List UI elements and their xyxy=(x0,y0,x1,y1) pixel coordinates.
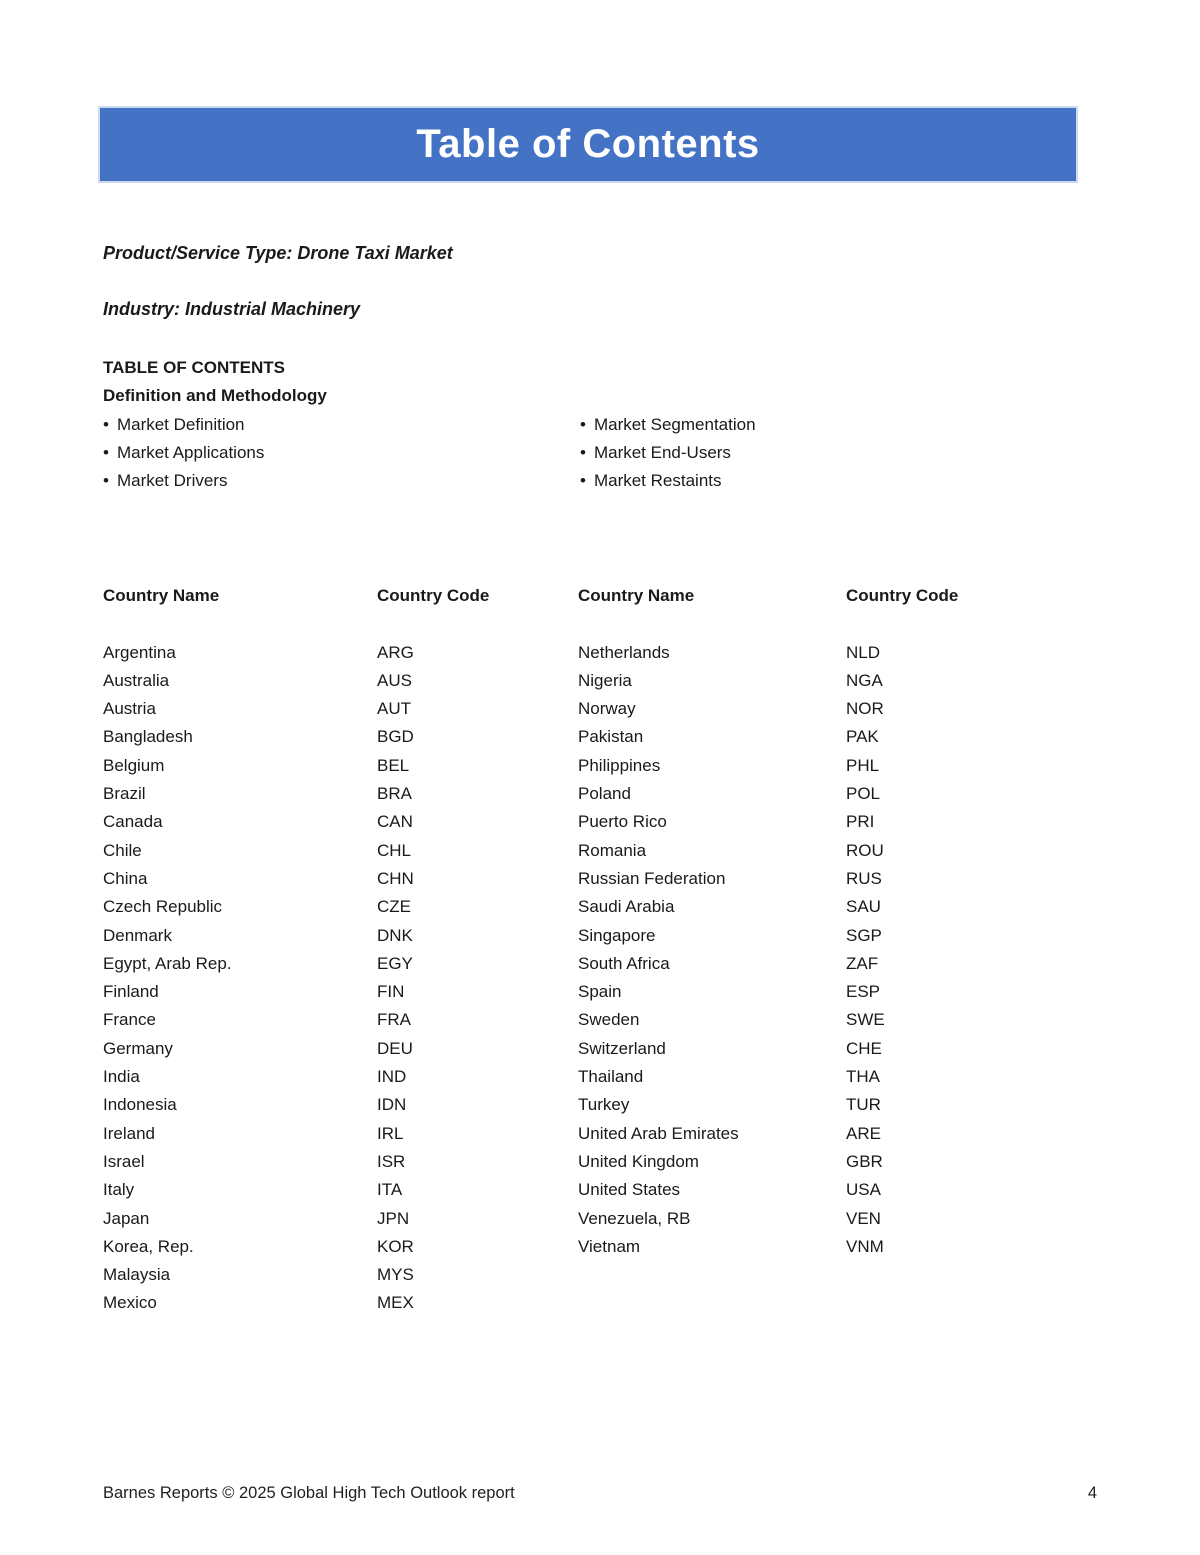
country-code: DNK xyxy=(377,925,413,945)
country-code: SAU xyxy=(846,897,881,917)
country-row xyxy=(578,1006,1097,1034)
toc-bullet-item xyxy=(103,443,264,462)
column-header: Country Code xyxy=(377,586,490,605)
country-row xyxy=(578,1120,1097,1148)
country-row xyxy=(103,752,578,780)
country-name: Germany xyxy=(103,1038,173,1058)
toc-bold-line xyxy=(103,524,1097,552)
country-row xyxy=(578,1205,1097,1233)
column-header: Country Code xyxy=(846,586,959,605)
country-name: Argentina xyxy=(103,642,176,662)
country-code: CHE xyxy=(846,1038,882,1058)
country-row xyxy=(103,1261,578,1289)
page-number: 4 xyxy=(1087,1484,1097,1502)
toc-section xyxy=(103,354,1097,552)
country-code: ITA xyxy=(377,1180,403,1200)
country-table xyxy=(103,582,1097,1313)
industry-line: Industry: Industrial Machinery xyxy=(103,299,361,319)
country-code: ZAF xyxy=(846,953,879,973)
bullet-icon: • xyxy=(580,442,586,462)
country-name: Philippines xyxy=(578,755,661,775)
page-title: Table of Contents xyxy=(416,122,760,166)
country-code: VNM xyxy=(846,1236,884,1256)
country-row xyxy=(103,1035,578,1063)
product-service-line: Product/Service Type: Drone Taxi Market xyxy=(103,243,453,263)
country-code: PRI xyxy=(846,812,875,832)
country-name: Japan xyxy=(103,1208,150,1228)
country-code: AUS xyxy=(377,670,412,690)
country-name: Poland xyxy=(578,784,631,804)
country-row xyxy=(103,893,578,921)
country-name: Norway xyxy=(578,699,636,719)
toc-heading: TABLE OF CONTENTS xyxy=(103,358,285,377)
country-row xyxy=(578,1233,1097,1261)
country-row xyxy=(578,865,1097,893)
column-header: Country Name xyxy=(578,586,695,605)
country-name: France xyxy=(103,1010,156,1030)
toc-item-label: Market Definition xyxy=(116,414,245,434)
country-name: South Africa xyxy=(578,953,670,973)
country-code: NOR xyxy=(846,699,884,719)
country-name: Austria xyxy=(103,699,156,719)
country-code: MYS xyxy=(377,1265,414,1285)
country-row xyxy=(578,1148,1097,1176)
country-name: United Kingdom xyxy=(578,1151,699,1171)
country-row xyxy=(103,978,578,1006)
country-row xyxy=(103,1148,578,1176)
toc-bold-line xyxy=(103,495,1097,523)
toc-bullet-row xyxy=(103,439,1097,467)
country-name: Canada xyxy=(103,812,163,832)
toc-bullet-row xyxy=(103,411,1097,439)
country-row xyxy=(578,922,1097,950)
country-row xyxy=(103,780,578,808)
country-code: BGD xyxy=(377,727,414,747)
country-name: Saudi Arabia xyxy=(578,897,675,917)
country-code: CZE xyxy=(377,897,411,917)
bullet-icon: • xyxy=(580,471,586,491)
country-row xyxy=(578,667,1097,695)
country-code: THA xyxy=(846,1067,880,1087)
country-code: SWE xyxy=(846,1010,885,1030)
country-row xyxy=(578,1091,1097,1119)
country-name: Czech Republic xyxy=(103,897,223,917)
country-code: ESP xyxy=(846,982,881,1002)
country-name: Netherlands xyxy=(578,642,670,662)
country-code: MEX xyxy=(377,1293,414,1313)
country-name: Vietnam xyxy=(578,1236,641,1256)
country-name: Russian Federation xyxy=(578,868,726,888)
country-name: Turkey xyxy=(578,1095,630,1115)
country-code: CHN xyxy=(377,868,414,888)
country-name: Korea, Rep. xyxy=(103,1236,194,1256)
country-row xyxy=(578,639,1097,667)
toc-item-label: Market Applications xyxy=(116,442,265,462)
country-code: IDN xyxy=(377,1095,407,1115)
country-code: DEU xyxy=(377,1038,413,1058)
country-name: Mexico xyxy=(103,1293,157,1313)
country-code: AUT xyxy=(377,699,411,719)
country-name: Denmark xyxy=(103,925,172,945)
country-name: Nigeria xyxy=(578,670,632,690)
country-name: Chile xyxy=(103,840,142,860)
country-code: ISR xyxy=(377,1151,406,1171)
bullet-icon: • xyxy=(103,471,109,491)
country-column-right xyxy=(578,639,1097,1262)
country-name: Italy xyxy=(103,1180,135,1200)
country-name: India xyxy=(103,1067,140,1087)
country-name: Bangladesh xyxy=(103,727,193,747)
country-row xyxy=(103,837,578,865)
country-code: ROU xyxy=(846,840,884,860)
country-name: China xyxy=(103,868,148,888)
bullet-icon: • xyxy=(580,414,586,434)
country-code: RUS xyxy=(846,868,882,888)
country-row xyxy=(578,950,1097,978)
country-code: GBR xyxy=(846,1151,883,1171)
country-name: Ireland xyxy=(103,1123,155,1143)
country-name: Romania xyxy=(578,840,647,860)
banner xyxy=(98,106,1078,183)
country-code: IND xyxy=(377,1067,407,1087)
country-row xyxy=(578,752,1097,780)
country-row xyxy=(103,808,578,836)
country-code: FRA xyxy=(377,1010,411,1030)
country-row xyxy=(103,1289,578,1317)
toc-item-label: Market End-Users xyxy=(593,442,731,462)
toc-bullet-item xyxy=(580,439,731,467)
country-code: CHL xyxy=(377,840,412,860)
country-row xyxy=(578,723,1097,751)
toc-bullet-row xyxy=(103,467,1097,495)
country-name: Brazil xyxy=(103,784,146,804)
country-name: Spain xyxy=(578,982,622,1002)
country-code: FIN xyxy=(377,982,405,1002)
country-row xyxy=(103,950,578,978)
toc-subheading: Definition and Methodology xyxy=(103,386,327,406)
country-code: BEL xyxy=(377,755,410,775)
toc-item-label: Market Segmentation xyxy=(593,414,756,434)
country-row xyxy=(103,1120,578,1148)
country-row xyxy=(103,1205,578,1233)
country-code: EGY xyxy=(377,953,413,973)
column-header: Country Name xyxy=(103,586,220,605)
country-row xyxy=(578,1063,1097,1091)
country-code: CAN xyxy=(377,812,413,832)
toc-bullet-item xyxy=(580,411,756,439)
country-code: KOR xyxy=(377,1236,414,1256)
country-row xyxy=(103,1091,578,1119)
country-row xyxy=(578,780,1097,808)
country-code: VEN xyxy=(846,1208,881,1228)
country-name: Venezuela, RB xyxy=(578,1208,691,1228)
country-name: Egypt, Arab Rep. xyxy=(103,953,232,973)
toc-bullet-item xyxy=(103,471,227,490)
country-row xyxy=(103,667,578,695)
bullet-icon: • xyxy=(103,414,109,434)
country-name: United Arab Emirates xyxy=(578,1123,739,1143)
toc-item-label: Market Drivers xyxy=(116,471,228,491)
country-row xyxy=(103,1233,578,1261)
country-code: JPN xyxy=(377,1208,410,1228)
bullet-icon: • xyxy=(103,442,109,462)
country-row xyxy=(103,1176,578,1204)
country-column-left xyxy=(103,639,578,1318)
country-name: Pakistan xyxy=(578,727,644,747)
country-name: Australia xyxy=(103,670,170,690)
country-code: NGA xyxy=(846,670,883,690)
country-row xyxy=(103,865,578,893)
country-name: Finland xyxy=(103,982,159,1002)
country-row xyxy=(578,1176,1097,1204)
toc-bullet-item xyxy=(580,467,722,495)
country-row xyxy=(578,893,1097,921)
country-name: Switzerland xyxy=(578,1038,666,1058)
country-row xyxy=(103,922,578,950)
country-row xyxy=(103,639,578,667)
country-name: Malaysia xyxy=(103,1265,171,1285)
country-row xyxy=(578,1035,1097,1063)
country-name: Israel xyxy=(103,1151,145,1171)
country-row xyxy=(578,978,1097,1006)
country-row xyxy=(103,1063,578,1091)
footer-text: Barnes Reports © 2025 Global High Tech Outlook report xyxy=(103,1484,515,1502)
country-code: ARE xyxy=(846,1123,881,1143)
country-name: Belgium xyxy=(103,755,165,775)
country-name: Thailand xyxy=(578,1067,644,1087)
country-name: Indonesia xyxy=(103,1095,177,1115)
country-code: POL xyxy=(846,784,881,804)
country-row xyxy=(578,837,1097,865)
country-code: NLD xyxy=(846,642,881,662)
country-code: IRL xyxy=(377,1123,404,1143)
country-name: Puerto Rico xyxy=(578,812,667,832)
country-code: PAK xyxy=(846,727,879,747)
country-row xyxy=(103,695,578,723)
country-name: Sweden xyxy=(578,1010,640,1030)
country-row xyxy=(578,695,1097,723)
country-row xyxy=(103,723,578,751)
country-row xyxy=(103,1006,578,1034)
toc-item-label: Market Restaints xyxy=(593,471,722,491)
country-code: TUR xyxy=(846,1095,881,1115)
country-code: BRA xyxy=(377,784,412,804)
country-code: SGP xyxy=(846,925,882,945)
country-table-header xyxy=(103,582,1097,610)
country-row xyxy=(578,808,1097,836)
page-footer xyxy=(103,1484,1097,1503)
country-name: Singapore xyxy=(578,925,656,945)
country-name: United States xyxy=(578,1180,681,1200)
country-code: ARG xyxy=(377,642,414,662)
country-code: PHL xyxy=(846,755,880,775)
country-code: USA xyxy=(846,1180,881,1200)
toc-bullet-item xyxy=(103,415,245,434)
